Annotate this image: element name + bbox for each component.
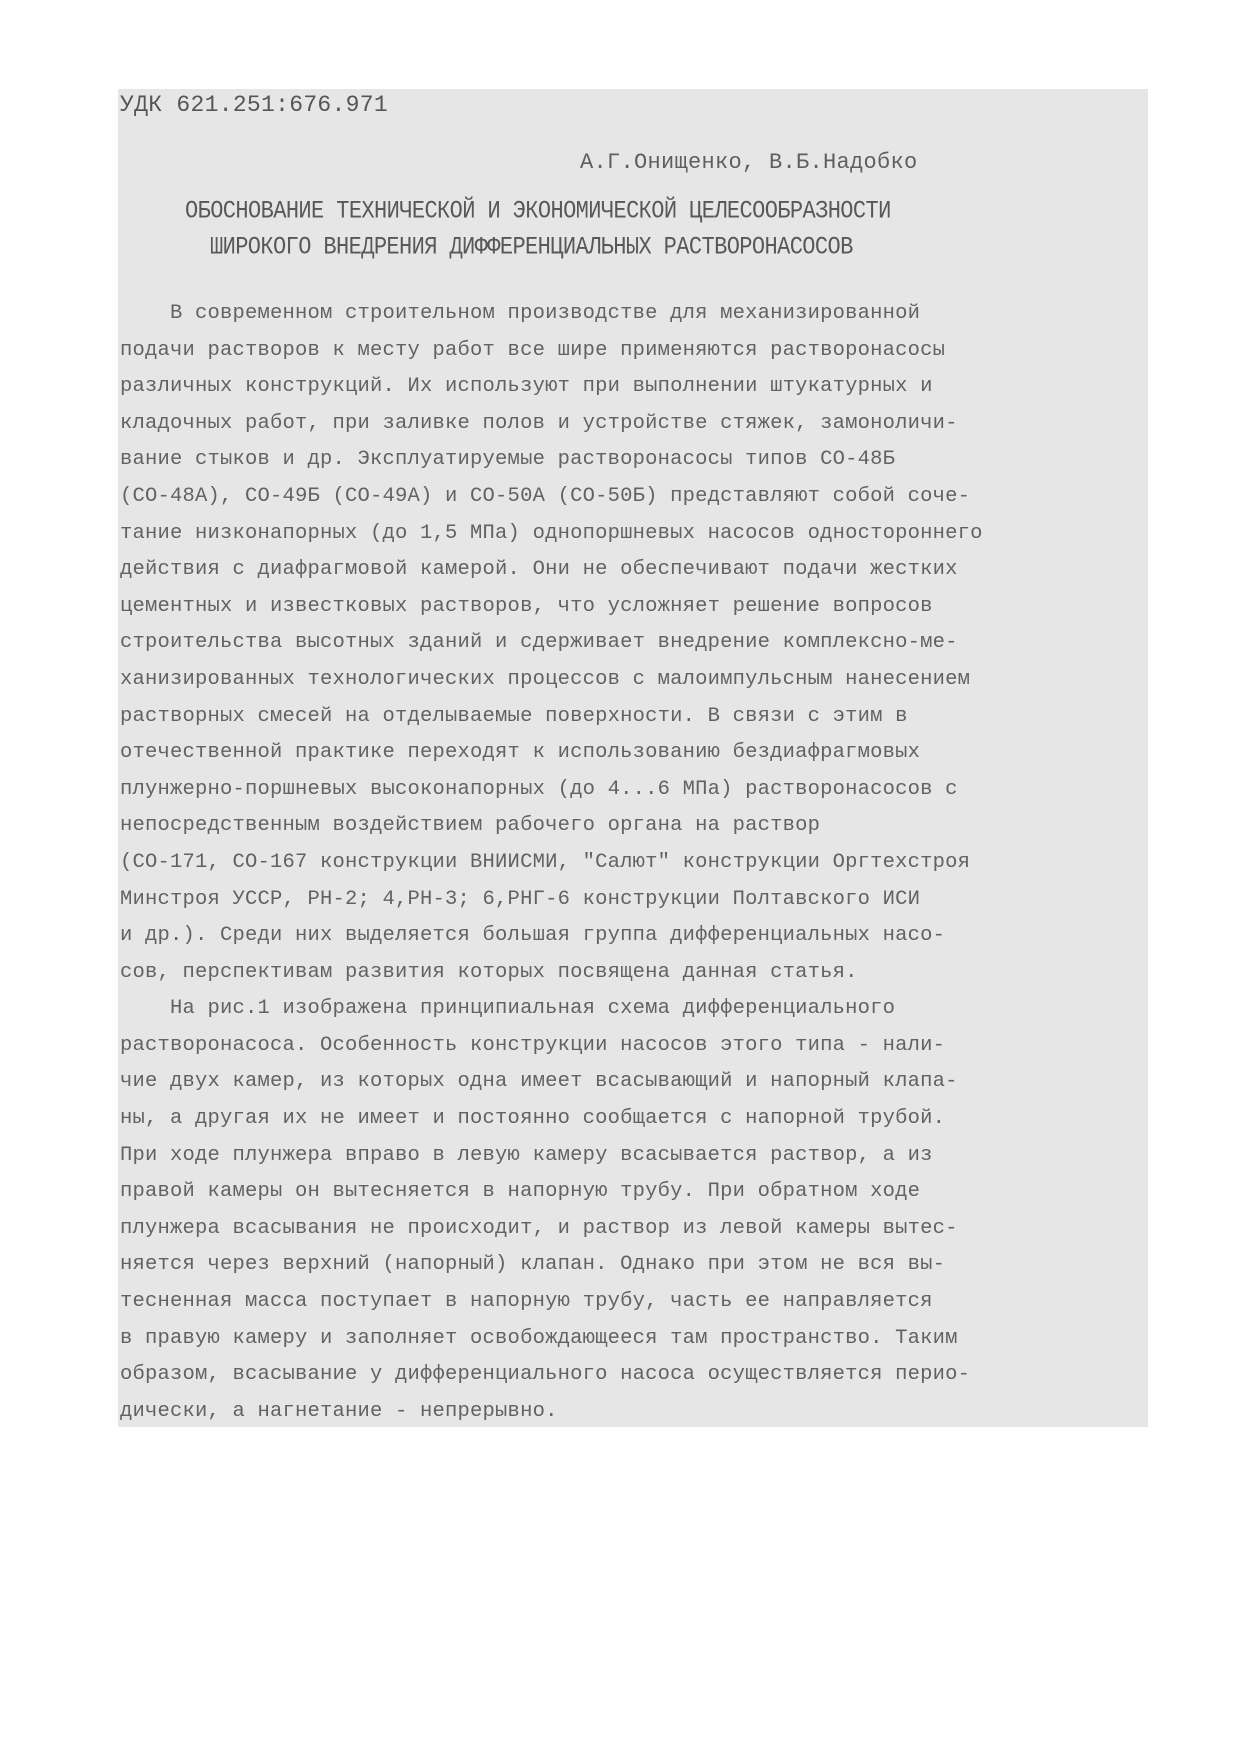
body-line: няется через верхний (напорный) клапан. Однако при этом не вся вы- (120, 1253, 946, 1277)
body-line: цементных и известковых растворов, что усложняет решение вопросов (120, 594, 933, 618)
body-line: сов, перспективам развития которых посвящена данная статья. (120, 960, 858, 984)
body-line: растворонасоса. Особенность конструкции насосов этого типа - нали- (120, 1033, 946, 1057)
udk-code: УДК 621.251:676.971 (120, 92, 388, 118)
body-line: образом, всасывание у дифференциального насоса осуществляется перио- (120, 1363, 971, 1387)
body-line: На рис.1 изображена принципиальная схема дифференциального (120, 997, 896, 1021)
body-line: в правую камеру и заполняет освобождающееся там пространство. Таким (120, 1326, 958, 1350)
body-text (120, 296, 1150, 1430)
title-line-1: ОБОСНОВАНИЕ ТЕХНИЧЕСКОЙ И ЭКОНОМИЧЕСКОЙ ЦЕЛЕСООБРАЗНОСТИ (185, 197, 891, 226)
body-line: плунжера всасывания не происходит, и раствор из левой камеры вытес- (120, 1216, 958, 1240)
body-line: чие двух камер, из которых одна имеет всасывающий и напорный клапа- (120, 1070, 958, 1094)
body-line: Минстроя УССР, РН-2; 4,РН-3; 6,РНГ-6 конструкции Полтавского ИСИ (120, 887, 921, 911)
body-line: вание стыков и др. Эксплуатируемые растворонасосы типов СО-48Б (120, 448, 896, 472)
body-line: различных конструкций. Их используют при выполнении штукатурных и (120, 375, 933, 399)
body-line: растворных смесей на отделываемые поверхности. В связи с этим в (120, 704, 908, 728)
body-line: и др.). Среди них выделяется большая группа дифференциальных насо- (120, 924, 946, 948)
title-line-2: ШИРОКОГО ВНЕДРЕНИЯ ДИФФЕРЕНЦИАЛЬНЫХ РАСТВОРОНАСОСОВ (210, 233, 853, 262)
body-line: кладочных работ, при заливке полов и устройстве стяжек, замоноличи- (120, 411, 958, 435)
body-line: действия с диафрагмовой камерой. Они не обеспечивают подачи жестких (120, 558, 958, 582)
body-line: В современном строительном производстве для механизированной (120, 302, 921, 325)
body-line: ханизированных технологических процессов с малоимпульсным нанесением (120, 667, 971, 691)
body-line: непосредственным воздействием рабочего органа на раствор (120, 814, 821, 838)
body-line: ны, а другая их не имеет и постоянно сообщается с напорной трубой. (120, 1107, 946, 1131)
body-line: тание низконапорных (до 1,5 МПа) однопоршневых насосов одностороннего (120, 521, 983, 545)
body-line: строительства высотных зданий и сдерживает внедрение комплексно-ме- (120, 631, 958, 655)
body-line: правой камеры он вытесняется в напорную трубу. При обратном ходе (120, 1180, 921, 1204)
body-line: (СО-171, СО-167 конструкции ВНИИСМИ, "Салют" конструкции Оргтехстроя (120, 850, 971, 874)
body-line: дически, а нагнетание - непрерывно. (120, 1399, 558, 1423)
body-line: подачи растворов к месту работ все шире применяются растворонасосы (120, 338, 946, 362)
body-line: отечественной практике переходят к использованию бездиафрагмовых (120, 741, 921, 765)
authors: А.Г.Онищенко, В.Б.Надобко (580, 150, 918, 175)
body-line: тесненная масса поступает в напорную трубу, часть ее направляется (120, 1290, 933, 1314)
body-line: плунжерно-поршневых высоконапорных (до 4...6 МПа) растворонасосов с (120, 777, 958, 801)
body-line: При ходе плунжера вправо в левую камеру всасывается раствор, а из (120, 1143, 933, 1167)
body-line: (СО-48А), СО-49Б (СО-49А) и СО-50А (СО-50Б) представляют собой соче- (120, 484, 971, 508)
